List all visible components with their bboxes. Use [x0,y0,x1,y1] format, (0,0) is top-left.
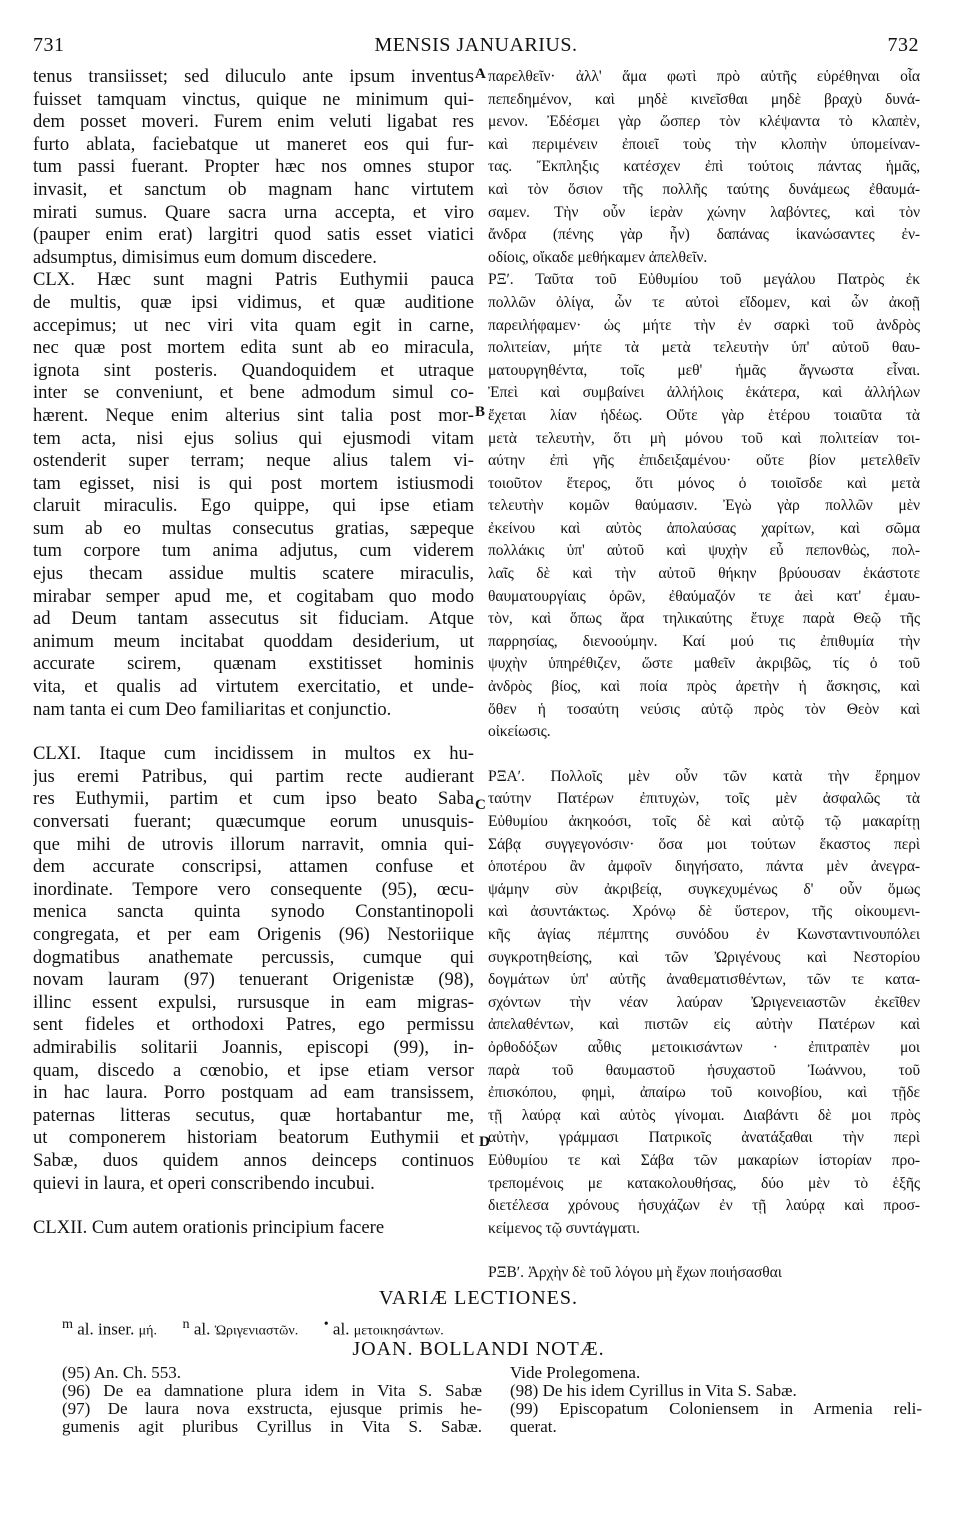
running-header [33,34,919,60]
note-line: (96) De ea damnatione plura idem in Vita S. Sabæ [62,1382,482,1400]
latin-line: Sabæ, duos quidem annos deinceps continuos [33,1149,474,1171]
greek-line: ΡΞʹ. Ταῦτα τοῦ Εὐθυμίου τοῦ μεγάλου Πατρὸς ἐκ [488,271,920,289]
latin-paragraph [33,66,474,269]
greek-line: ψάμην σὺν ἀκριβείᾳ, συγκεχυμένως δ' οὖν ὅμως [488,880,920,898]
greek-line: παρελθεῖν· ἀλλ' ἅμα φωτὶ πρὸ αὐτῆς εὑρέθηναι οἷα [488,68,920,85]
greek-paragraph [488,269,920,743]
variant-o-text: al. [332,1319,350,1339]
greek-line: οἰκείωσις. [488,723,551,741]
latin-column [33,66,474,1240]
notae-heading: JOAN. BOLLANDI NOTÆ. [352,1338,605,1360]
variant-o-greek: μετοικησάντων. [353,1323,444,1339]
greek-line: τρεπομένοις με κατακολουθήσας, δύο μὲν τὸ ἑξῆς [488,1174,920,1192]
greek-line: τας. Ἔκπληξις κατέσχεν ἐπὶ τούτοις πάντας ἡμᾶς, [488,158,920,176]
variant-m-greek: μή. [138,1323,157,1339]
latin-line: de multis, quæ ipsi vidimus, et quæ auditione [33,291,474,313]
greek-line: ἄνδρα (πένης γὰρ ἦν) δαπάνας ἱκανώσαντες ἐν- [488,226,920,244]
latin-line: ignota sint posteris. Quandoquidem et utraque [33,359,474,381]
greek-line: πεπεδημένον, καὶ μηδὲ κινεῖσθαι μηδὲ βραχὺ δυνά- [488,90,920,108]
greek-line: διετέλεσα χρόνους ἡσυχάζων ἐν τῇ λαύρᾳ καὶ προσ- [488,1197,920,1215]
latin-line: fuisset tamquam vinctus, quique ne minimum qui- [33,88,474,110]
greek-line: τῇ λαύρᾳ καὶ αὐτὸς γίνομαι. Διαβάντι δὲ μοι πρὸς [488,1106,920,1124]
latin-line: in hac laura. Porro postquam ad eam transissem, [33,1082,474,1104]
greek-line: λαῖς δὲ καὶ τὴν αὐτοῦ θήκην βρύουσαν ἑκάστοτε [488,565,920,583]
notes-left-column [62,1364,482,1436]
margin-letter-a: A [475,66,486,82]
greek-line: καὶ περιμένειν ἐποιεῖ τοὺς τὴν κλοπὴν ὑπομείναν- [488,135,920,153]
latin-line: sum ab eo multas consecutus gratias, sæpeque [33,517,474,539]
greek-line: τὸν, καὶ ὅπως ἄρα τηλικαύτης ἔτυχε παρὰ Θεῷ τῆς [488,610,920,628]
greek-line: σαμεν. Τὴν οὖν ἱερὰν χώνην λαβόντες, καὶ τὸν [488,203,920,221]
greek-line: δογμάτων ὑπ' αὐτῆς ἀναθεματισθέντων, τῶν τε κατα- [488,971,920,989]
latin-line: tem acta, nisi ejus solius qui ejusmodi vitam [33,427,474,449]
greek-line: ἐπισκόπου, φημὶ, ἀπαίρω τοῦ κοινοβίου, καὶ τῇδε [488,1084,920,1102]
latin-line: illinc essent expulsi, rursusque in eam migras- [33,991,474,1013]
variant-m-text: al. inser. [77,1319,135,1339]
greek-line: Σάβᾳ συγγεγονόσιν· ὅσα μοι τούτων ἕκαστος περὶ [488,835,920,853]
greek-line: σχόντων τὴν νέαν λαύραν Ὠριγενειαστῶν ἐκεῖθεν [488,993,920,1011]
greek-line: Ἐπεὶ καὶ συμβαίνει ἀλλήλοις ἑκάτερα, καὶ ἀλλήλων [488,384,920,402]
greek-line: τοιοῦτον ἕτερος, ὅτι μόνος ὁ τοιοῖσδε καὶ μετὰ [488,474,920,492]
greek-line: ταύτην Πατέρων ἐπιτυχὼν, τοῖς μὲν ἀσφαλῶς τὰ [488,790,920,808]
greek-line: ὀρθοδόξων αὖθις μετοικισάντων · ἐπιτραπὲν μοι [488,1038,920,1056]
note-line: querat. [510,1418,557,1436]
latin-line: tam egisset, nisi is qui post mortem istiusmodi [33,472,474,494]
variant-n-greek: Ὠριγενιαστῶν. [214,1323,299,1339]
latin-line: hærent. Neque enim alterius sint talia post mor- [33,404,474,426]
greek-line: ὁποτέρου ἂν ἀμφοῖν διηγήσατο, πάντα μὲν ἀνεγρα- [488,858,920,876]
latin-line: tum corpore tum anima adjutus, cum viderem [33,540,474,562]
latin-line: inter se conveniunt, et bene admodum simul co- [33,382,474,404]
latin-line: nec quæ post mortem edita sunt ab eo miracula, [33,337,474,359]
greek-line: Εὐθυμίου τε καὶ Σάβα τῶν μακαρίων ἱστορίαν προ- [488,1151,920,1169]
note-line: (95) An. Ch. 553. [62,1364,181,1382]
latin-line: conversati fuerant; quæcumque eorum unusquis- [33,811,474,832]
greek-line: παρρησίας, διενοούμην. Καί μού τις ἐπιθυμία τὴν [488,632,920,650]
greek-line: ΡΞΒʹ. Ἀρχὴν δὲ τοῦ λόγου μὴ ἔχων ποιήσασθαι [488,1264,782,1282]
margin-letter-b: B [475,404,486,420]
latin-line: tenus transiisset; sed diluculo ante ipsum inventus [33,66,474,87]
paragraph-gap [488,744,920,766]
paragraph-gap [33,721,474,743]
latin-line: ut componerem historiam beatorum Euthymii et [33,1127,474,1149]
greek-paragraph [488,766,920,1240]
latin-line: quam, discedo a cœnobio, et ipse etiam versor [33,1059,474,1081]
greek-line: συγκροτηθείσης, καὶ τῶν Ὠριγένους καὶ Νεστορίου [488,948,920,966]
latin-line: inordinate. Tempore vero consequente (95), œcu- [33,878,474,900]
page-number-right: 732 [887,34,919,56]
latin-line: claruit miraculis. Ego quippe, qui ipse etiam [33,495,474,517]
greek-line: καὶ τὸν ὅσιον τῆς πολλῆς ταύτης δυνάμεως ἐθαυμά- [488,180,920,198]
latin-line: CLX. Hæc sunt magni Patris Euthymii pauca [33,269,474,291]
latin-line: res Euthymii, partim et cum ipso beato Saba [33,788,474,810]
greek-line: οδίοις, οἴκαδε μεθήκαμεν ἀπελθεῖν. [488,248,708,266]
variae-heading: VARIÆ LECTIONES. [379,1287,578,1309]
latin-line: adsumptus, dimisimus eum domum discedere. [33,246,377,268]
latin-line: ad Deum tantam assecutus sit fiduciam. Atque [33,608,474,630]
latin-line: dem posset moveri. Furem enim veluti ligabat res [33,111,474,133]
latin-line: CLXII. Cum autem orationis principium facere [33,1217,385,1239]
latin-line: nam tanta ei cum Deo familiaritas et conjunctio. [33,698,392,720]
latin-paragraph [33,743,474,1195]
variant-marker-n: n [182,1316,190,1332]
latin-line: paternas litteras secutus, quæ hortabantur me, [33,1104,474,1126]
greek-line: κῆς ἁγίας πέμπτης συνόδου ἐν Κωνσταντινουπόλει [488,925,920,943]
latin-line: accepimus; ut nec viri vita quam egit in carne, [33,314,474,336]
page-number-left: 731 [33,34,65,56]
latin-paragraph [33,269,474,721]
latin-line: sent fideles et orthodoxi Patres, ego permissu [33,1014,474,1036]
greek-line: μενον. Ἐδέσμει γὰρ ὥσπερ τὸν κλέψαντα τὸ κλαπὲν, [488,113,920,131]
latin-line: CLXI. Itaque cum incidissem in multos ex hu- [33,743,474,765]
greek-line: αὐτὴν, γράμμασι Πατρικοῖς ἀνατάξαθαι τὴν περὶ [488,1129,920,1147]
latin-line: animum meum incitabat quoddam desiderium, ut [33,630,474,652]
latin-line: novam lauram (97) tenuerant Origenistæ (98), [33,969,474,991]
latin-line: ostenderit super terram; neque alius talem vi- [33,450,474,472]
latin-line: mirabar semper apud me, et cogitabam quo modo [33,585,474,607]
latin-line: ejus thecam assidue multis scatere miraculis, [33,563,474,585]
latin-line: menica sancta quinta synodo Constantinopoli [33,901,474,923]
latin-line: quievi in laura, et operi conscribendo incubui. [33,1172,375,1194]
note-line: (98) De his idem Cyrillus in Vita S. Sabæ. [510,1382,797,1400]
latin-paragraph [33,1217,474,1240]
greek-line: ὅθεν ἡ τοσαύτη νεύσις αὐτῷ πρὸς τὸν Θεὸν καὶ [488,700,920,718]
greek-line: ἐκείνου καὶ αὐτὸς ἀπολαύσας χαρίτων, καὶ σῶμα [488,519,920,537]
greek-line: ματουργηθέντα, τοῖς μεθ' ἡμᾶς ἄγνωστα εἶναι. [488,361,920,379]
latin-line: dem accurate conscripsi, attamen confuse et [33,856,474,878]
greek-line: ψυχὴν ὑπηρέθιζεν, ὥστε μαθεῖν ἀκριβῶς, τίς ὁ τοῦ [488,655,920,673]
greek-line: μετὰ τελευτὴν, ὅτι μὴ μόνου τοῦ καὶ πολιτείαν τοι- [488,429,920,447]
greek-line: θαυματουργίαις ὁρῶν, ἐθαύμαζόν τε ἀεὶ κατ' ἐμαυ- [488,587,920,605]
notes-right-column [510,1364,922,1436]
note-line: gumenis agit pluribus Cyrillus in Vita S. Sabæ. [62,1418,482,1436]
greek-line: ἔχεται λίαν ἡδέως. Οὔτε γὰρ ἑτέρου τοιαῦτα τὰ [488,406,920,424]
variant-marker-m: m [62,1316,74,1332]
note-line: (97) De laura nova exstructa, ejusque primis he- [62,1400,482,1418]
greek-line: καὶ ἀσυντάκτως. Χρόνῳ δὲ ὕστερον, τῆς οἰκουμενι- [488,903,920,921]
margin-letter-c: C [475,797,486,813]
latin-line: mirati sumus. Quare sacra urna accepta, et viro [33,201,474,223]
greek-line: κείμενος τῷ συντάγματι. [488,1219,640,1237]
note-line: (99) Episcopatum Coloniensem in Armenia reli- [510,1400,922,1418]
greek-line: Εὐθυμίου ἀκηκοόσι, τοῖς δὲ καὶ αὐτῷ τῷ μακαρίτῃ [488,813,920,830]
greek-paragraph [488,1262,920,1285]
latin-line: admirabilis solitarii Joannis, episcopi (99), in- [33,1036,474,1058]
latin-line: furto ablata, faciebatque ut maneret eos qui fur- [33,133,474,155]
running-title: MENSIS JANUARIUS. [374,34,578,56]
latin-line: accurate scirem, quænam exstitisset hominis [33,653,474,675]
paragraph-gap [33,1195,474,1217]
latin-line: tum passi fuerant. Propter hæc nos omnes stupor [33,156,474,178]
greek-line: πολιτείαν, μήτε τὰ μετὰ τελευτὴν ὑπ' αὐτοῦ θαυ- [488,339,920,357]
greek-line: αύτην ἐπὶ γῆς ἐπιδειξαμένου· οὔτε βίον μετελθεῖν [488,452,920,470]
greek-line: πολλῶν ὀλίγα, ὧν τε αὐτοὶ εἴδομεν, καὶ ὧν ἀκοῇ [488,293,920,311]
greek-line: ἀπελαθέντων, καὶ πιστῶν εἰς αὐτὴν Πατέρων καὶ [488,1016,920,1034]
greek-line: παρειλήφαμεν· ὡς μήτε τὴν ἐν σαρκὶ τοῦ ἀνδρὸς [488,316,920,334]
note-line: Vide Prolegomena. [510,1364,641,1382]
greek-line: πολλάκις ὑπ' αὐτοῦ καὶ ψυχὴν εὖ πεπονθὼς, πολ- [488,542,920,560]
latin-line: (pauper enim erat) largitri quod satis esset viatici [33,224,474,246]
greek-paragraph [488,66,920,269]
latin-line: que mihi de utrovis illorum narravit, omnia qui- [33,833,474,855]
greek-line: ἀνδρὸς βίος, καὶ ποία πρὸς ἀρετὴν ἡ ἄσκησις, καὶ [488,678,920,696]
greek-line: τελευτὴν κομῶν θαύμασιν. Ἐγὼ γὰρ πολλῶν μὲν [488,497,920,515]
latin-line: vita, et qualis ad virtutem exercitatio, et unde- [33,676,474,698]
greek-line: ΡΞΑʹ. Πολλοῖς μὲν οὖν τῶν κατὰ τὴν ἔρημον [488,767,920,785]
latin-line: jus eremi Patribus, qui partim recte audierant [33,765,474,787]
variant-n-text: al. [193,1319,211,1339]
margin-letter-d: D [479,1134,490,1150]
latin-line: congregata, et per eam Origenis (96) Nestoriique [33,923,474,945]
paragraph-gap [488,1240,920,1262]
latin-line: invasit, et sanctum ob magnam hanc virtutem [33,178,474,200]
latin-line: dogmatibus anathemate percussis, cumque qui [33,946,474,968]
greek-line: παρὰ τοῦ θαυμαστοῦ ἡσυχαστοῦ Ἰωάννου, τοῦ [488,1061,920,1079]
greek-column [488,66,920,1285]
variant-marker-o: • [323,1316,329,1332]
variae-lectiones [62,1316,444,1340]
